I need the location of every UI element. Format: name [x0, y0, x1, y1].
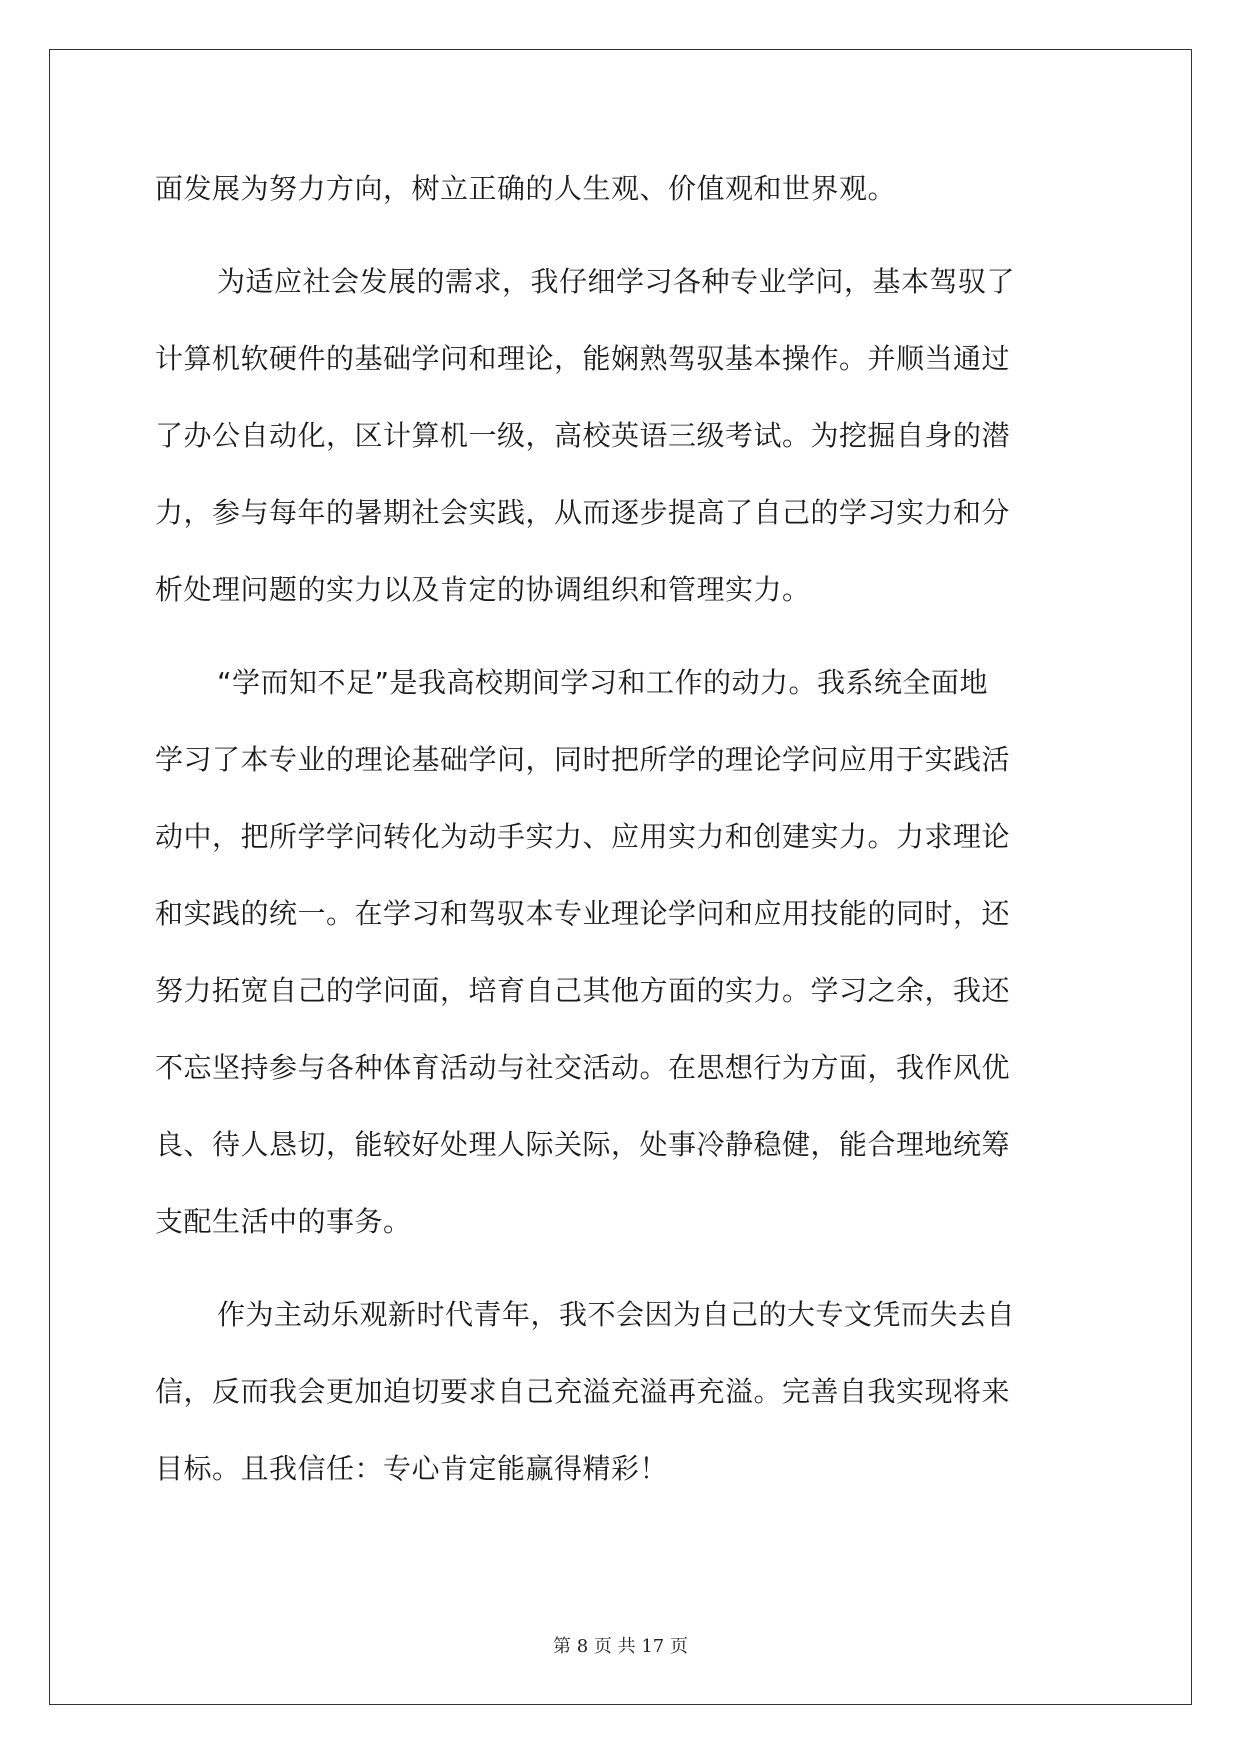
text-line: 努力拓宽自己的学问面，培育自己其他方面的实力。学习之余，我还: [155, 974, 1011, 1007]
text-line: 计算机软硬件的基础学问和理论，能娴熟驾驭基本操作。并顺当通过: [155, 342, 1011, 375]
document-body: [155, 150, 1095, 1507]
text-line: 目标。且我信任：专心肯定能赢得精彩！: [155, 1452, 669, 1485]
page-number-footer: 第 8 页 共 17 页: [553, 1636, 688, 1657]
text-line: 力，参与每年的暑期社会实践，从而逐步提高了自己的学习实力和分: [155, 496, 1011, 529]
paragraph-3: [155, 644, 1095, 1260]
text-line: 动中，把所学学问转化为动手实力、应用实力和创建实力。力求理论: [155, 820, 1011, 853]
text-line: 析处理问题的实力以及肯定的协调组织和管理实力。: [155, 573, 811, 606]
text-line: 支配生活中的事务。: [155, 1205, 412, 1238]
paragraph-2: [155, 243, 1095, 628]
paragraph-1: [155, 150, 1095, 227]
text-line: 学习了本专业的理论基础学问，同时把所学的理论学问应用于实践活: [155, 743, 1011, 776]
text-line: 良、待人恳切，能较好处理人际关际，处事冷静稳健，能合理地统筹: [155, 1128, 1011, 1161]
text-line: 面发展为努力方向，树立正确的人生观、价值观和世界观。: [155, 172, 897, 205]
paragraph-4: [155, 1276, 1095, 1507]
text-line: 不忘坚持参与各种体育活动与社交活动。在思想行为方面，我作风优: [155, 1051, 1011, 1084]
text-line: 了办公自动化，区计算机一级，高校英语三级考试。为挖掘自身的潜: [155, 419, 1011, 452]
text-line: “学而知不足”是我高校期间学习和工作的动力。我系统全面地: [217, 666, 989, 699]
text-line: 和实践的统一。在学习和驾驭本专业理论学问和应用技能的同时，还: [155, 897, 1011, 930]
text-line: 信，反而我会更加迫切要求自己充溢充溢再充溢。完善自我实现将来: [155, 1375, 1011, 1408]
text-line: 为适应社会发展的需求，我仔细学习各种专业学问，基本驾驭了: [217, 265, 1016, 298]
text-line: 作为主动乐观新时代青年，我不会因为自己的大专文凭而失去自: [217, 1298, 1016, 1331]
